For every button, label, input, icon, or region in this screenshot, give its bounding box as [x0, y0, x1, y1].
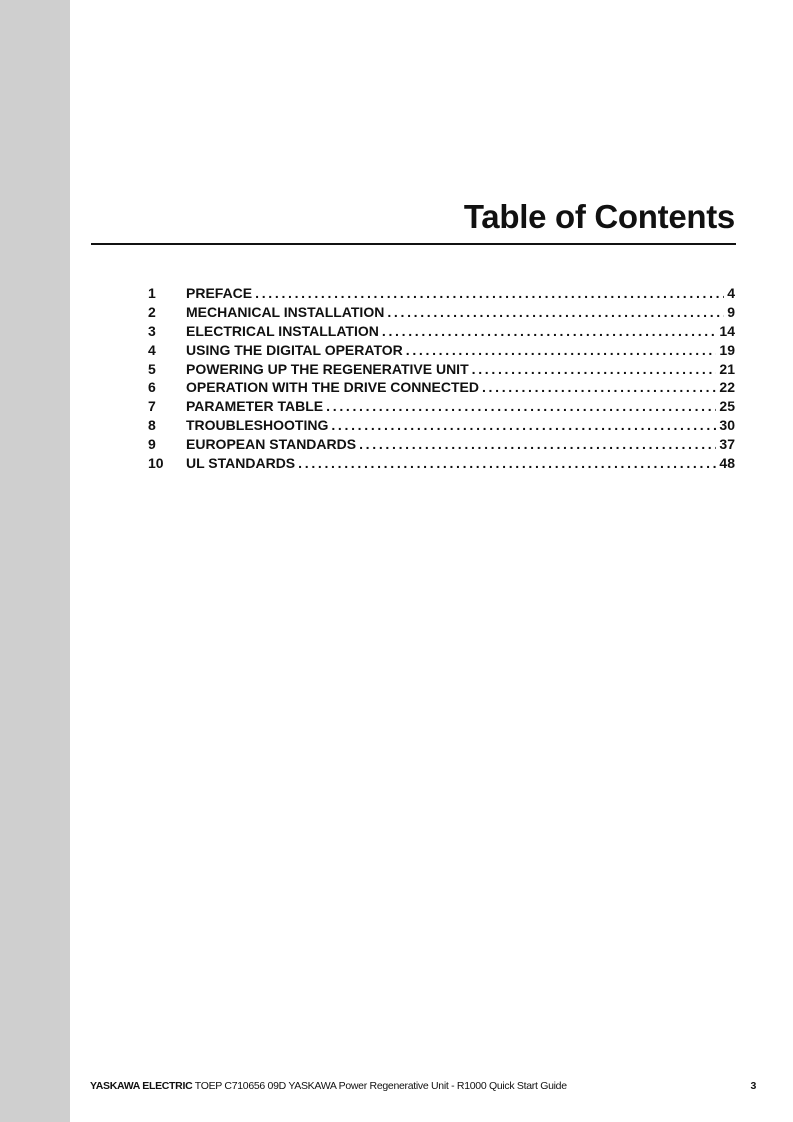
toc-entry-number: 9: [148, 436, 156, 453]
toc-entry-number: 5: [148, 360, 156, 377]
toc-dot-leader: [255, 284, 724, 303]
toc-entry-number: 4: [148, 341, 156, 358]
toc-entry-page: 21: [719, 360, 735, 377]
toc-entry-parameter-table[interactable]: [148, 397, 735, 416]
toc-entry-page: 9: [727, 303, 735, 320]
toc-entry-page: 25: [719, 398, 735, 415]
toc-entry-page: 22: [719, 379, 735, 396]
footer-text: [90, 1080, 567, 1092]
table-of-contents: [148, 284, 735, 473]
toc-dot-leader: [472, 360, 717, 379]
toc-entry-label: OPERATION WITH THE DRIVE CONNECTED: [186, 379, 479, 396]
toc-entry-label: PREFACE: [186, 285, 253, 301]
toc-dot-leader: [482, 378, 716, 397]
toc-entry-european-standards[interactable]: [148, 435, 735, 454]
footer-company: YASKAWA ELECTRIC: [90, 1080, 193, 1092]
toc-dot-leader: [326, 397, 716, 416]
toc-entry-label: ELECTRICAL INSTALLATION: [186, 322, 379, 339]
toc-entry-number: 8: [148, 417, 156, 434]
page-title: Table of Contents: [463, 198, 735, 235]
toc-entry-number: 3: [148, 322, 156, 339]
toc-entry-number: 1: [148, 285, 156, 301]
toc-entry-drive-connected[interactable]: [148, 378, 735, 397]
toc-entry-electrical-installation[interactable]: [148, 322, 735, 341]
toc-entry-preface[interactable]: [148, 284, 735, 303]
toc-entry-label: MECHANICAL INSTALLATION: [186, 303, 385, 320]
toc-entry-page: 4: [727, 285, 735, 301]
toc-entry-label: UL STANDARDS: [186, 455, 296, 472]
toc-dot-leader: [387, 303, 724, 322]
page-margin-bar: [0, 0, 70, 1122]
toc-dot-leader: [331, 416, 716, 435]
toc-entry-page: 37: [719, 436, 735, 453]
footer-document-title: TOEP C710656 09D YASKAWA Power Regenerative Unit - R1000 Quick Start Guide: [194, 1080, 567, 1092]
toc-entry-page: 30: [719, 417, 735, 434]
toc-entry-page: 48: [719, 455, 735, 472]
toc-entry-page: 19: [719, 341, 735, 358]
toc-entry-label: TROUBLESHOOTING: [186, 417, 329, 434]
toc-entry-label: POWERING UP THE REGENERATIVE UNIT: [186, 360, 469, 377]
toc-entry-label: USING THE DIGITAL OPERATOR: [186, 341, 403, 358]
toc-dot-leader: [359, 435, 716, 454]
title-divider: [91, 243, 736, 245]
footer-page-number: 3: [750, 1080, 756, 1092]
toc-entry-number: 7: [148, 398, 156, 415]
toc-entry-label: PARAMETER TABLE: [186, 398, 324, 415]
toc-entry-page: 14: [719, 322, 735, 339]
toc-entry-ul-standards[interactable]: [148, 454, 735, 473]
toc-entry-troubleshooting[interactable]: [148, 416, 735, 435]
toc-dot-leader: [406, 341, 717, 360]
toc-dot-leader: [382, 322, 717, 341]
toc-entry-label: EUROPEAN STANDARDS: [186, 436, 357, 453]
toc-entry-number: 10: [148, 455, 164, 472]
toc-entry-mechanical-installation[interactable]: [148, 303, 735, 322]
toc-entry-digital-operator[interactable]: [148, 341, 735, 360]
toc-entry-powering-up[interactable]: [148, 360, 735, 379]
toc-dot-leader: [298, 454, 716, 473]
toc-entry-number: 2: [148, 303, 156, 320]
toc-entry-number: 6: [148, 379, 156, 396]
page-footer: [90, 1080, 756, 1092]
